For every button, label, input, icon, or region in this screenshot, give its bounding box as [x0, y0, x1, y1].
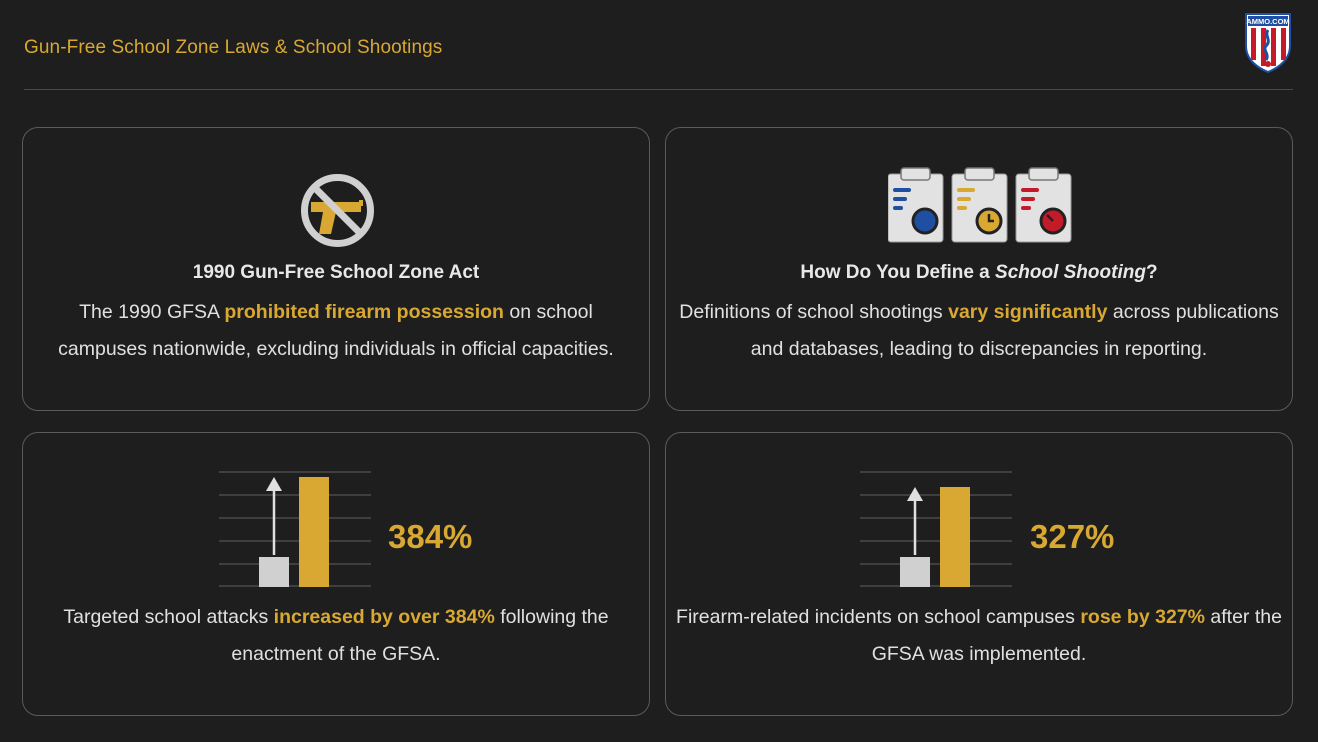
card-body: The 1990 GFSA prohibited firearm possession on school campuses nationwide, excluding individuals in official capacities. [58, 301, 614, 360]
card-body: Targeted school attacks increased by over 384% following the enactment of the GFSA. [63, 606, 609, 665]
card-firearm-incidents [665, 432, 1293, 716]
header [0, 0, 1318, 90]
increase-bar-icon [219, 471, 371, 587]
stat-value: 384% [388, 518, 473, 555]
highlight-text: vary significantly [948, 301, 1108, 323]
no-gun-icon [299, 172, 376, 249]
highlight-text: rose by 327% [1080, 606, 1205, 628]
card-gfsa [22, 127, 650, 411]
divider [24, 89, 1293, 90]
highlight-text: increased by over 384% [273, 606, 495, 628]
logo-text: AMMO.COM [1246, 17, 1290, 26]
card-definition [665, 127, 1293, 411]
stat-value: 327% [1030, 518, 1115, 555]
card-body: Firearm-related incidents on school campuses rose by 327% after the GFSA was implemented. [676, 606, 1282, 665]
highlight-text: prohibited firearm possession [224, 301, 504, 323]
card-heading: 1990 Gun-Free School Zone Act [192, 262, 480, 283]
card-targeted-attacks [22, 432, 650, 716]
card-body: Definitions of school shootings vary significantly across publications and databases, leading to discrepancies in reporting. [679, 301, 1279, 360]
increase-bar-icon [860, 471, 1012, 587]
card-heading: How Do You Define a School Shooting? [800, 262, 1158, 283]
clipboards-icon [888, 166, 1072, 244]
page-title: Gun-Free School Zone Laws & School Shootings [24, 37, 443, 58]
ammo-logo-icon [1244, 12, 1292, 74]
